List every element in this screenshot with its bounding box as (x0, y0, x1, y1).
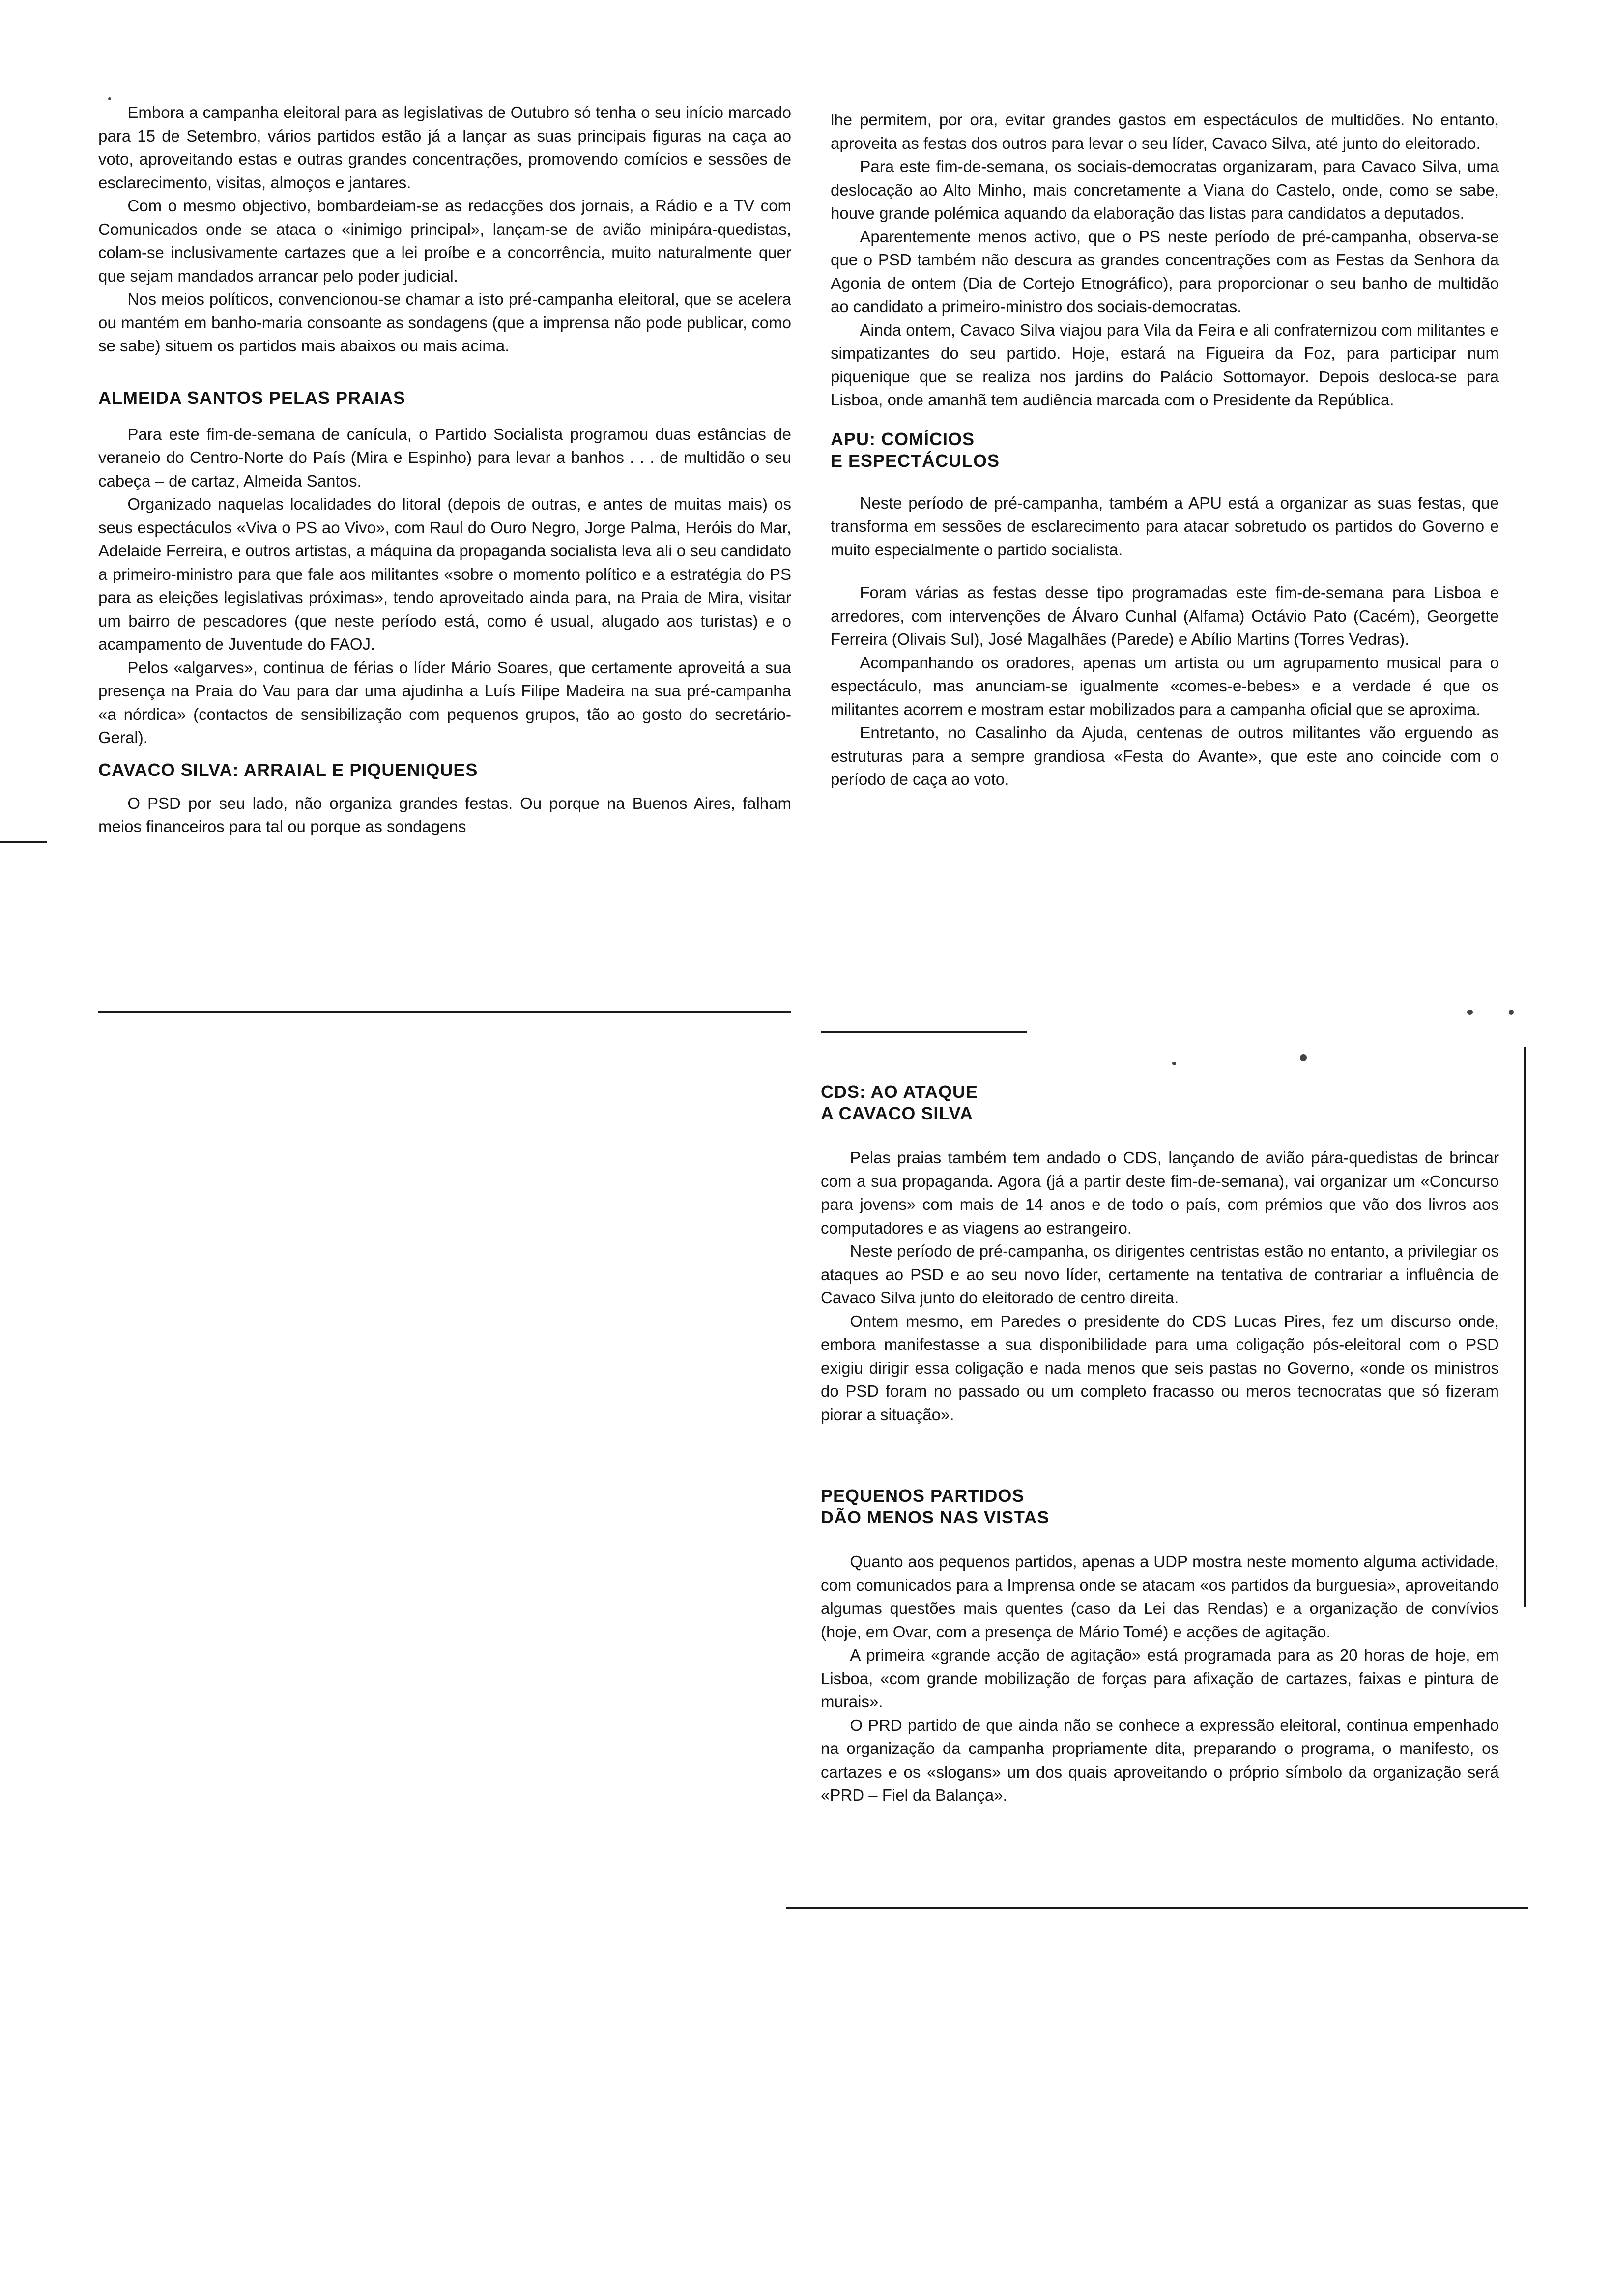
pequenos-paragraph-1: Quanto aos pequenos partidos, apenas a UDP mostra neste momento alguma actividade, com comunicados para a Imprensa onde se atacam «os partidos da burguesia», aproveitando algumas questões mais quentes (caso da Lei das Rendas) e a organização de convívios (hoje, em Ovar, com a presença de Mário Tomé) e acções de agitação. (821, 1552, 1499, 1641)
right-column-bottom (821, 1081, 1499, 1807)
heading-apu-line-1: APU: COMÍCIOS (831, 429, 975, 449)
heading-cds-line-1: CDS: AO ATAQUE (821, 1082, 978, 1102)
heading-pequenos-partidos (821, 1485, 1499, 1528)
right-block-vertical-rule (1524, 1047, 1526, 1607)
right-block-bottom-rule (786, 1907, 1528, 1909)
intro-paragraph-3: Nos meios políticos, convencionou-se chamar a isto pré-campanha eleitoral, que se acelera ou mantém em banho-maria consoante as sondagens (que a imprensa não pode publicar, como se sabe) situem os partidos mais abaixos ou mais acima. (98, 290, 791, 355)
intro-paragraph-2: Com o mesmo objectivo, bombardeiam-se as redacções dos jornais, a Rádio e a TV com Comunicados onde se ataca o «inimigo principal», lançam-se de avião minipára-quedistas, colam-se inclusivamente cartazes que a lei proíbe e a concorrência, muito naturalmente quer que sejam mandados arrancar pelo poder judicial. (98, 197, 791, 285)
cavaco-continued-paragraph-3: Aparentemente menos activo, que o PS neste período de pré-campanha, observa-se que o PSD também não descura as grandes concentrações com as Festas da Senhora da Agonia de ontem (Dia de Cortejo Etnográfico), para proporcionar o seu banho de multidão ao candidato a primeiro-ministro dos sociais-democratas. (831, 227, 1499, 316)
heading-cds (821, 1081, 1499, 1124)
margin-dash (0, 841, 47, 843)
cavaco-continued-paragraph-4: Ainda ontem, Cavaco Silva viajou para Vila da Feira e ali confraternizou com militantes e simpatizantes do seu partido. Hoje, estará na Figueira da Foz, para participar num piquenique que se realiza nos jardins do Palácio Sottomayor. Depois desloca-se para Lisboa, onde amanhã tem audiência marcada com o Presidente da República. (831, 320, 1499, 409)
almeida-paragraph-2: Organizado naquelas localidades do litoral (depois de outras, e antes de muitas mais) os seus espectáculos «Viva o PS ao Vivo», com Raul do Ouro Negro, Jorge Palma, Heróis do Mar, Adelaide Ferreira, e outros artistas, a máquina da propaganda socialista leva ali o seu candidato a primeiro-ministro para que fale aos militantes «sobre o momento político e a estratégia do PS para as eleições legislativas próximas», tendo aproveitado ainda para, na Praia de Mira, visitar um bairro de pescadores (que neste período está, como é usual, alugado aos turistas) e o acampamento de Juventude do FAOJ. (98, 495, 791, 653)
pequenos-paragraph-2: A primeira «grande acção de agitação» está programada para as 20 horas de hoje, em Lisboa, «com grande mobilização de forças para afixação de cartazes, faixas e pintura de murais». (821, 1646, 1499, 1711)
left-column-bottom-rule (98, 1011, 791, 1013)
heading-almeida-santos: ALMEIDA SANTOS PELAS PRAIAS (98, 387, 406, 408)
cds-paragraph-3: Ontem mesmo, em Paredes o presidente do CDS Lucas Pires, fez um discurso onde, embora manifestasse a sua disponibilidade para uma coligação pós-eleitoral com o PSD exigiu dirigir essa coligação e nada menos que seis pastas no Governo, «onde os ministros do PSD foram no passado ou um completo fracasso ou meros tecnocratas que só fizeram piorar a situação». (821, 1312, 1499, 1424)
cavaco-paragraph-1: O PSD por seu lado, não organiza grandes festas. Ou porque na Buenos Aires, falham meios financeiros para tal ou porque as sondagens (98, 794, 791, 835)
scan-speck (1172, 1062, 1176, 1065)
apu-paragraph-2: Foram várias as festas desse tipo programadas este fim-de-semana para Lisboa e arredores, com intervenções de Álvaro Cunhal (Alfama) Octávio Pato (Cacém), Georgette Ferreira (Olivais Sul), José Magalhães (Parede) e Abílio Martins (Torres Vedras). (831, 583, 1499, 648)
scan-speck (1509, 1010, 1514, 1015)
cavaco-continued-paragraph-2: Para este fim-de-semana, os sociais-democratas organizaram, para Cavaco Silva, uma deslocação ao Alto Minho, mais concretamente a Viana do Castelo, onde, como se sabe, houve grande polémica aquando da elaboração das listas para candidatos a deputados. (831, 157, 1499, 222)
apu-paragraph-1: Neste período de pré-campanha, também a APU está a organizar as suas festas, que transforma em sessões de esclarecimento para atacar sobretudo os partidos do Governo e muito especialmente o partido socialista. (831, 493, 1499, 559)
left-column (98, 101, 791, 838)
cavaco-continued-paragraph-1: lhe permitem, por ora, evitar grandes gastos em espectáculos de multidões. No entanto, aproveita as festas dos outros para levar o seu líder, Cavaco Silva, até junto do eleitorado. (831, 111, 1499, 152)
apu-paragraph-4: Entretanto, no Casalinho da Ajuda, centenas de outros militantes vão erguendo as estruturas para a sempre grandiosa «Festa do Avante», que este ano coincide com o período de caça ao voto. (831, 723, 1499, 788)
cds-paragraph-1: Pelas praias também tem andado o CDS, lançando de avião pára-quedistas de brincar com a sua propaganda. Agora (já a partir deste fim-de-semana), vai organizar um «Concurso para jovens» com mais de 14 anos e de todo o país, com prémios que vão dos livros aos computadores e as viagens ao estrangeiro. (821, 1148, 1499, 1237)
scan-speck (108, 97, 111, 100)
heading-apu (831, 429, 1499, 472)
heading-cavaco-silva: CAVACO SILVA: ARRAIAL E PIQUENIQUES (98, 759, 478, 780)
heading-apu-line-2: E ESPECTÁCULOS (831, 450, 1000, 471)
scan-speck (1300, 1054, 1307, 1061)
right-column-top (831, 108, 1499, 791)
scan-speck (1467, 1010, 1473, 1015)
cds-paragraph-2: Neste período de pré-campanha, os dirigentes centristas estão no entanto, a privilegiar os ataques ao PSD e ao seu novo líder, certamente na tentativa de contrariar a influência de Cavaco Silva junto do eleitorado de centro direita. (821, 1242, 1499, 1307)
heading-pequenos-line-2: DÃO MENOS NAS VISTAS (821, 1507, 1050, 1527)
almeida-paragraph-3: Pelos «algarves», continua de férias o líder Mário Soares, que certamente aproveitá a sua presença na Praia do Vau para dar uma ajudinha a Luís Filipe Madeira na sua pré-campanha «a nórdica» (contactos de sensibilização com pequenos grupos, tão ao gosto do secretário-Geral). (98, 658, 791, 746)
intro-paragraph-1: Embora a campanha eleitoral para as legislativas de Outubro só tenha o seu início marcado para 15 de Setembro, vários partidos estão já a lançar as suas principais figuras na caça ao voto, aproveitando estas e outras grandes concentrações, promovendo comícios e sessões de esclarecimento, visitas, almoços e jantares. (98, 103, 791, 192)
apu-paragraph-3: Acompanhando os oradores, apenas um artista ou um agrupamento musical para o espectáculo, mas anunciam-se igualmente «comes-e-bebes» e a verdade é que os militantes acorrem e mostram estar mobilizados para a campanha oficial que se aproxima. (831, 653, 1499, 718)
pequenos-paragraph-3: O PRD partido de que ainda não se conhece a expressão eleitoral, continua empenhado na organização da campanha propriamente dita, preparando o programa, o manifesto, os cartazes e os «slogans» um dos quais aproveitando o próprio símbolo da organização será «PRD – Fiel da Balança». (821, 1716, 1499, 1804)
heading-pequenos-line-1: PEQUENOS PARTIDOS (821, 1486, 1025, 1506)
heading-cds-line-2: A CAVACO SILVA (821, 1103, 973, 1123)
right-column-divider-top (821, 1031, 1027, 1033)
almeida-paragraph-1: Para este fim-de-semana de canícula, o Partido Socialista programou duas estâncias de veraneio do Centro-Norte do País (Mira e Espinho) para levar a banhos . . . de multidão o seu cabeça – de cartaz, Almeida Santos. (98, 425, 791, 490)
